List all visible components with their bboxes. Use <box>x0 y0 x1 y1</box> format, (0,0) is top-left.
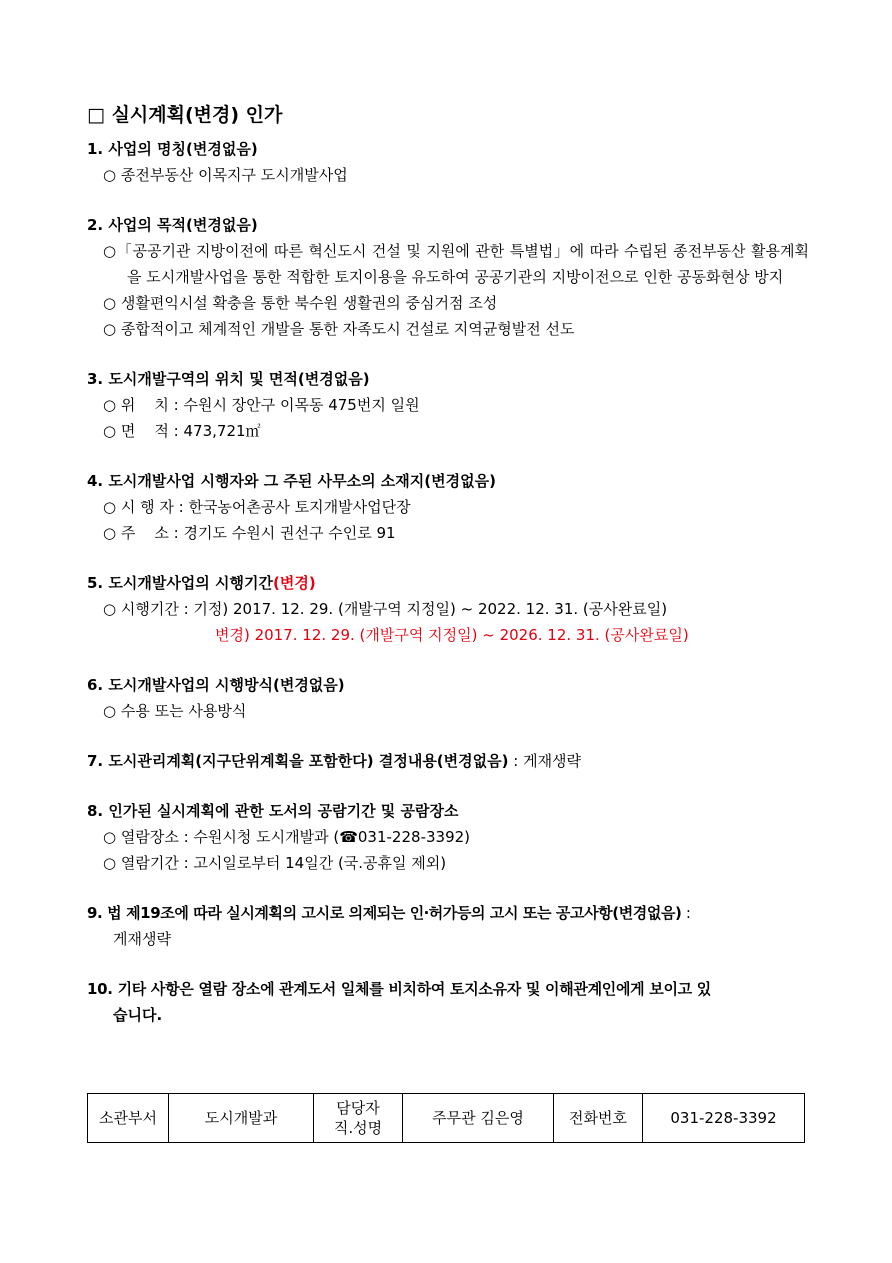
section-10-line-2: 습니다. <box>113 1006 163 1024</box>
person-label-cell <box>314 1094 403 1143</box>
section-8-heading: 8. 인가된 실시계획에 관한 도서의 공람기간 및 공람장소 <box>87 802 459 820</box>
section-4-address: ○ 주 소 : 경기도 수원시 권선구 수인로 91 <box>103 524 396 542</box>
section-2-heading: 2. 사업의 목적(변경없음) <box>87 216 258 234</box>
section-9-line-2: 게재생략 <box>113 930 171 948</box>
section-9-suffix: : <box>681 904 691 922</box>
section-8-place: ○ 열람장소 : 수원시청 도시개발과 (☎031-228-3392) <box>103 828 471 846</box>
section-10-heading: 10. 기타 사항은 열람 장소에 관계도서 일체를 비치하여 토지소유자 및 이해관계인에게 보이고 있 <box>87 980 711 998</box>
section-3-heading: 3. 도시개발구역의 위치 및 면적(변경없음) <box>87 370 370 388</box>
section-2-item-1: ○「공공기관 지방이전에 따른 혁신도시 건설 및 지원에 관한 특별법」에 따라 수립된 종전부동산 활용계획을 도시개발사업을 통한 적합한 토지이용을 유도하여 공공기관의 지방이전으로 인한 공동화현상 방지 <box>103 242 809 286</box>
section-3-location: ○ 위 치 : 수원시 장안구 이목동 475번지 일원 <box>103 396 420 414</box>
section-5-heading <box>87 570 809 596</box>
section-5-heading-text: 5. 도시개발사업의 시행기간 <box>87 574 273 592</box>
person-label-2: 직.성명 <box>333 1119 383 1137</box>
section-3-area: ○ 면 적 : 473,721㎡ <box>103 422 261 440</box>
section-7-suffix: : 게재생략 <box>508 752 582 770</box>
section-1-item: ○ 종전부동산 이목지구 도시개발사업 <box>103 166 348 184</box>
section-5-change-mark: (변경) <box>272 574 316 592</box>
section-6-item: ○ 수용 또는 사용방식 <box>103 702 247 720</box>
section-2-item-3: ○ 종합적이고 체계적인 개발을 통한 자족도시 건설로 지역균형발전 선도 <box>103 320 575 338</box>
phone-label-cell: 전화번호 <box>554 1094 643 1143</box>
section-7-heading <box>87 748 809 774</box>
page-title: □ 실시계획(변경) 인가 <box>87 104 283 126</box>
person-label-1: 담당자 <box>336 1099 380 1117</box>
phone-cell: 031-228-3392 <box>643 1094 805 1143</box>
dept-label-cell: 소관부서 <box>88 1094 169 1143</box>
document-body <box>87 100 809 1028</box>
contact-table <box>87 1093 805 1143</box>
section-1-heading: 1. 사업의 명칭(변경없음) <box>87 140 258 158</box>
section-5-period-changed: 변경) 2017. 12. 29. (개발구역 지정일) ~ 2026. 12. 31. (공사완료일) <box>215 626 689 644</box>
section-4-operator: ○ 시 행 자 : 한국농어촌공사 토지개발사업단장 <box>103 498 411 516</box>
table-row <box>88 1094 805 1143</box>
section-9-heading <box>87 900 809 926</box>
dept-cell: 도시개발과 <box>169 1094 314 1143</box>
section-6-heading: 6. 도시개발사업의 시행방식(변경없음) <box>87 676 345 694</box>
section-5-period-original: ○ 시행기간 : 기정) 2017. 12. 29. (개발구역 지정일) ~ 2022. 12. 31. (공사완료일) <box>103 600 668 618</box>
person-cell: 주무관 김은영 <box>403 1094 554 1143</box>
section-4-heading: 4. 도시개발사업 시행자와 그 주된 사무소의 소재지(변경없음) <box>87 472 496 490</box>
section-7-heading-text: 7. 도시관리계획(지구단위계획을 포함한다) 결정내용(변경없음) <box>87 752 509 770</box>
section-9-heading-text: 9. 법 제19조에 따라 실시계획의 고시로 의제되는 인‧허가등의 고시 또는 공고사항(변경없음) <box>87 904 682 922</box>
section-8-period: ○ 열람기간 : 고시일로부터 14일간 (국.공휴일 제외) <box>103 854 447 872</box>
section-2-item-2: ○ 생활편익시설 확충을 통한 북수원 생활권의 중심거점 조성 <box>103 294 498 312</box>
